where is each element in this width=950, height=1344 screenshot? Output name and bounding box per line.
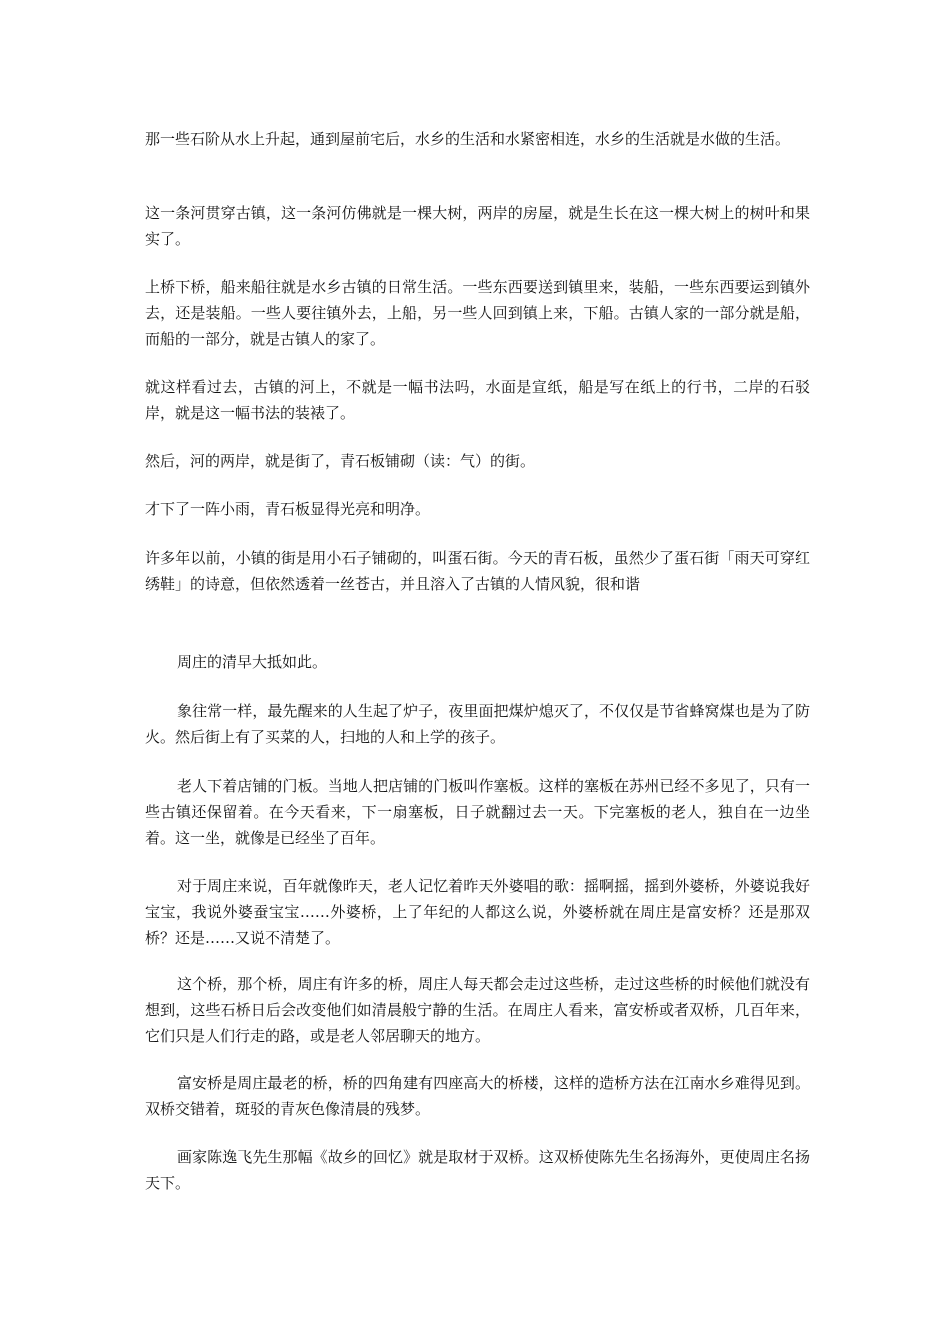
paragraph: 然后，河的两岸，就是街了，青石板铺砌（读：气）的街。	[145, 452, 536, 470]
paragraph: 对于周庄来说，百年就像昨天，老人记忆着昨天外婆唱的歌：摇啊摇，摇到外婆桥，外婆说我好宝宝，我说外婆蚕宝宝……外婆桥，上了年纪的人都这么说，外婆桥就在周庄是富安桥？还是那双桥？还是……又说不清楚了。	[145, 877, 810, 947]
paragraph: 老人下着店铺的门板。当地人把店铺的门板叫作塞板。这样的塞板在苏州已经不多见了，只有一些古镇还保留着。在今天看来，下一扇塞板，日子就翻过去一天。下完塞板的老人，独自在一边坐着。这一坐，就像是已经坐了百年。	[145, 777, 810, 847]
paragraph: 才下了一阵小雨，青石板显得光亮和明净。	[145, 500, 431, 518]
paragraph: 上桥下桥，船来船往就是水乡古镇的日常生活。一些东西要送到镇里来，装船，一些东西要运到镇外去，还是装船。一些人要往镇外去，上船，另一些人回到镇上来，下船。古镇人家的一部分就是船，而船的一部分，就是古镇人的家了。	[145, 278, 810, 348]
paragraph: 画家陈逸飞先生那幅《故乡的回忆》就是取材于双桥。这双桥使陈先生名扬海外，更使周庄名扬天下。	[145, 1148, 810, 1192]
paragraph: 周庄的清早大抵如此。	[177, 653, 328, 671]
paragraph: 那一些石阶从水上升起，通到屋前宅后，水乡的生活和水紧密相连，水乡的生活就是水做的生活。	[145, 130, 791, 148]
paragraph: 这一条河贯穿古镇，这一条河仿佛就是一棵大树，两岸的房屋，就是生长在这一棵大树上的树叶和果实了。	[145, 204, 810, 248]
paragraph: 象往常一样，最先醒来的人生起了炉子，夜里面把煤炉熄灭了，不仅仅是节省蜂窝煤也是为了防火。然后街上有了买菜的人，扫地的人和上学的孩子。	[145, 702, 810, 746]
paragraph: 许多年以前，小镇的街是用小石子铺砌的，叫蛋石街。今天的青石板，虽然少了蛋石街「雨天可穿红绣鞋」的诗意，但依然透着一丝苍古，并且溶入了古镇的人情风貌，很和谐	[145, 549, 810, 593]
paragraph: 富安桥是周庄最老的桥，桥的四角建有四座高大的桥楼，这样的造桥方法在江南水乡难得见到。双桥交错着，斑驳的青灰色像清晨的残梦。	[145, 1074, 810, 1118]
paragraph: 就这样看过去，古镇的河上，不就是一幅书法吗，水面是宣纸，船是写在纸上的行书，二岸的石驳岸，就是这一幅书法的装裱了。	[145, 378, 810, 422]
paragraph: 这个桥，那个桥，周庄有许多的桥，周庄人每天都会走过这些桥，走过这些桥的时候他们就没有想到，这些石桥日后会改变他们如清晨般宁静的生活。在周庄人看来，富安桥或者双桥，几百年来，它们只是人们行走的路，或是老人邻居聊天的地方。	[145, 975, 810, 1045]
